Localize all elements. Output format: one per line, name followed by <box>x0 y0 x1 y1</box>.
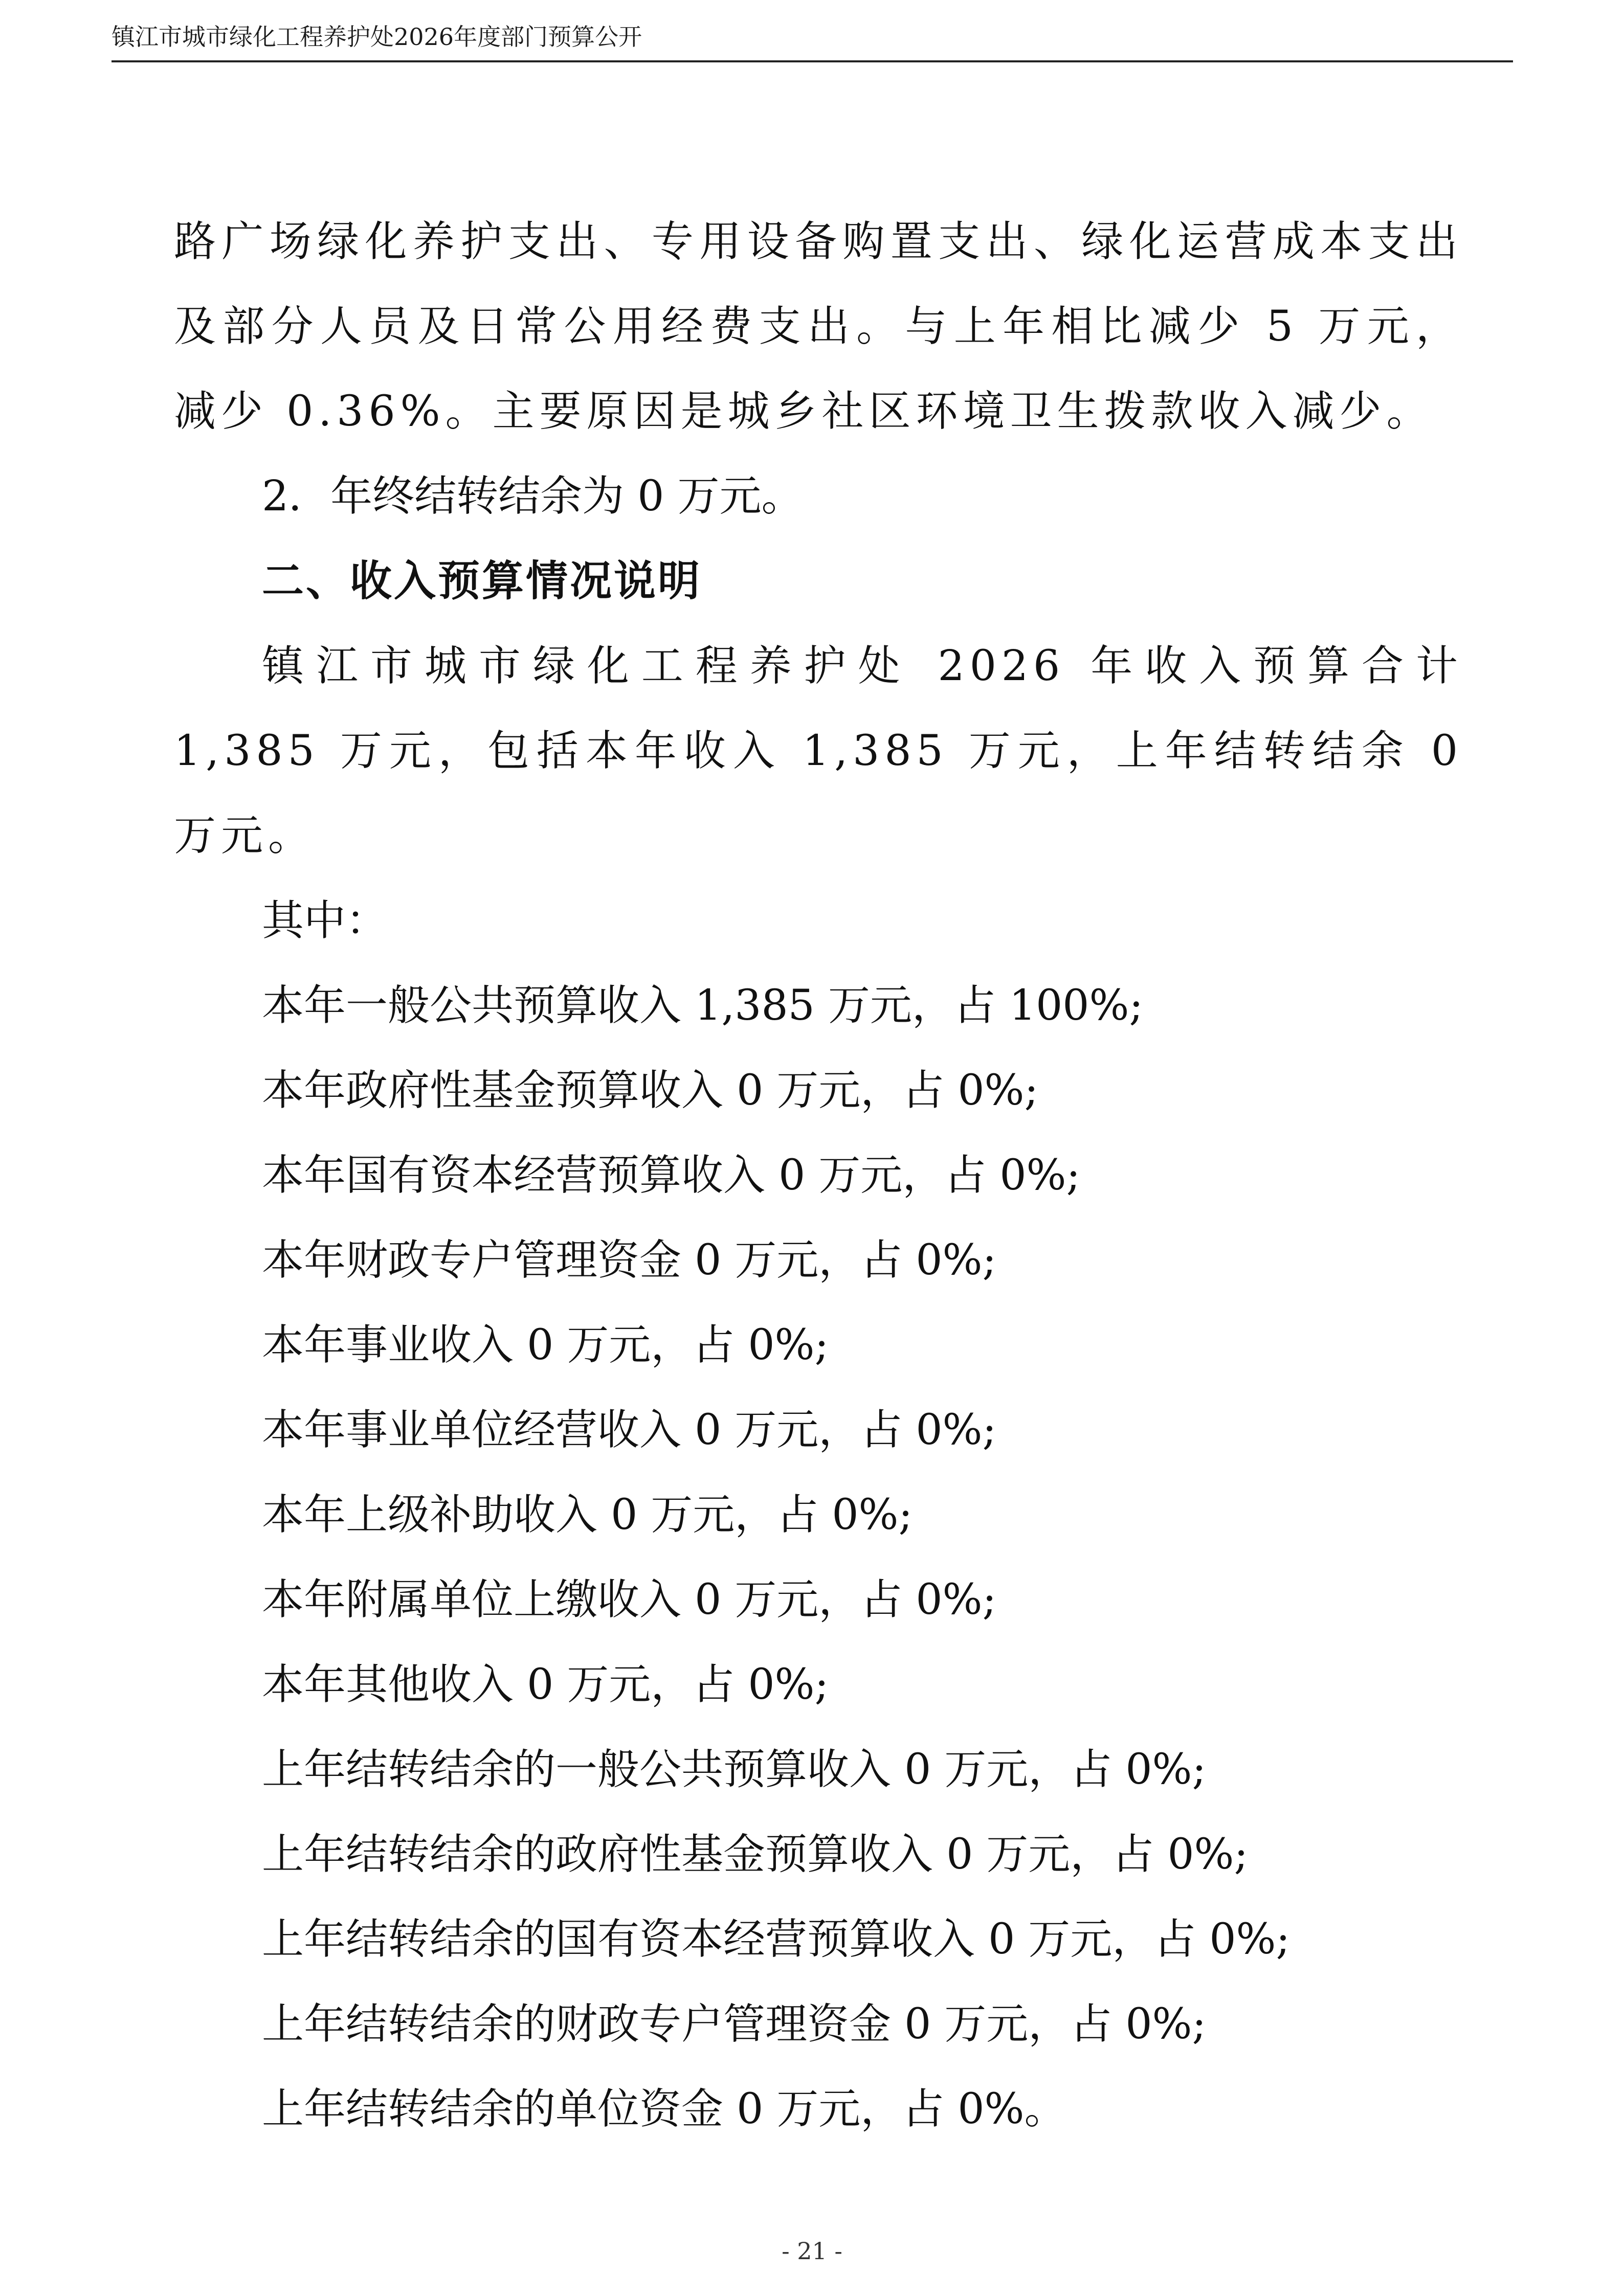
income-item: 本年国有资本经营预算收入 0 万元，占 0%; <box>262 1151 1081 1200</box>
income-item: 本年事业收入 0 万元，占 0%; <box>262 1321 829 1369</box>
income-item: 本年附属单位上缴收入 0 万元，占 0%; <box>262 1575 997 1624</box>
income-item: 本年事业单位经营收入 0 万元，占 0%; <box>262 1406 997 1454</box>
income-item-list <box>174 963 1463 2152</box>
income-item: 上年结转结余的国有资本经营预算收入 0 万元，占 0%; <box>262 1915 1291 1964</box>
page-number: - 21 - <box>782 2237 842 2265</box>
document-body <box>174 199 1463 2152</box>
paragraph-among-which: 其中： <box>262 896 388 945</box>
income-item: 上年结转结余的政府性基金预算收入 0 万元，占 0%; <box>262 1830 1249 1879</box>
page-header-title: 镇江市城市绿化工程养护处2026年度部门预算公开 <box>112 23 642 51</box>
section-heading-income-budget: 二、收入预算情况说明 <box>262 557 702 605</box>
income-item: 上年结转结余的一般公共预算收入 0 万元，占 0%; <box>262 1745 1207 1794</box>
income-item: 本年政府性基金预算收入 0 万元，占 0%; <box>262 1066 1039 1115</box>
income-item: 本年财政专户管理资金 0 万元，占 0%; <box>262 1236 997 1285</box>
income-item: 本年其他收入 0 万元，占 0%; <box>262 1660 829 1709</box>
paragraph-year-end-balance: 2．年终结转结余为 0 万元。 <box>262 472 804 521</box>
income-item: 本年一般公共预算收入 1,385 万元，占 100%; <box>262 981 1144 1030</box>
paragraph-income-total: 镇江市城市绿化工程养护处 2026 年收入预算合计 1,385 万元，包括本年收入 1,385 万元，上年结转结余 0 万元。 <box>174 642 1463 860</box>
paragraph-expenditure-summary: 路广场绿化养护支出、专用设备购置支出、绿化运营成本支出及部分人员及日常公用经费支出。与上年相比减少 5 万元，减少 0.36%。主要原因是城乡社区环境卫生拨款收入减少。 <box>174 217 1463 436</box>
income-item: 上年结转结余的单位资金 0 万元，占 0%。 <box>262 2085 1066 2133</box>
header-divider <box>112 60 1513 62</box>
income-item: 上年结转结余的财政专户管理资金 0 万元，占 0%; <box>262 2000 1207 2049</box>
income-item: 本年上级补助收入 0 万元，占 0%; <box>262 1491 913 1539</box>
